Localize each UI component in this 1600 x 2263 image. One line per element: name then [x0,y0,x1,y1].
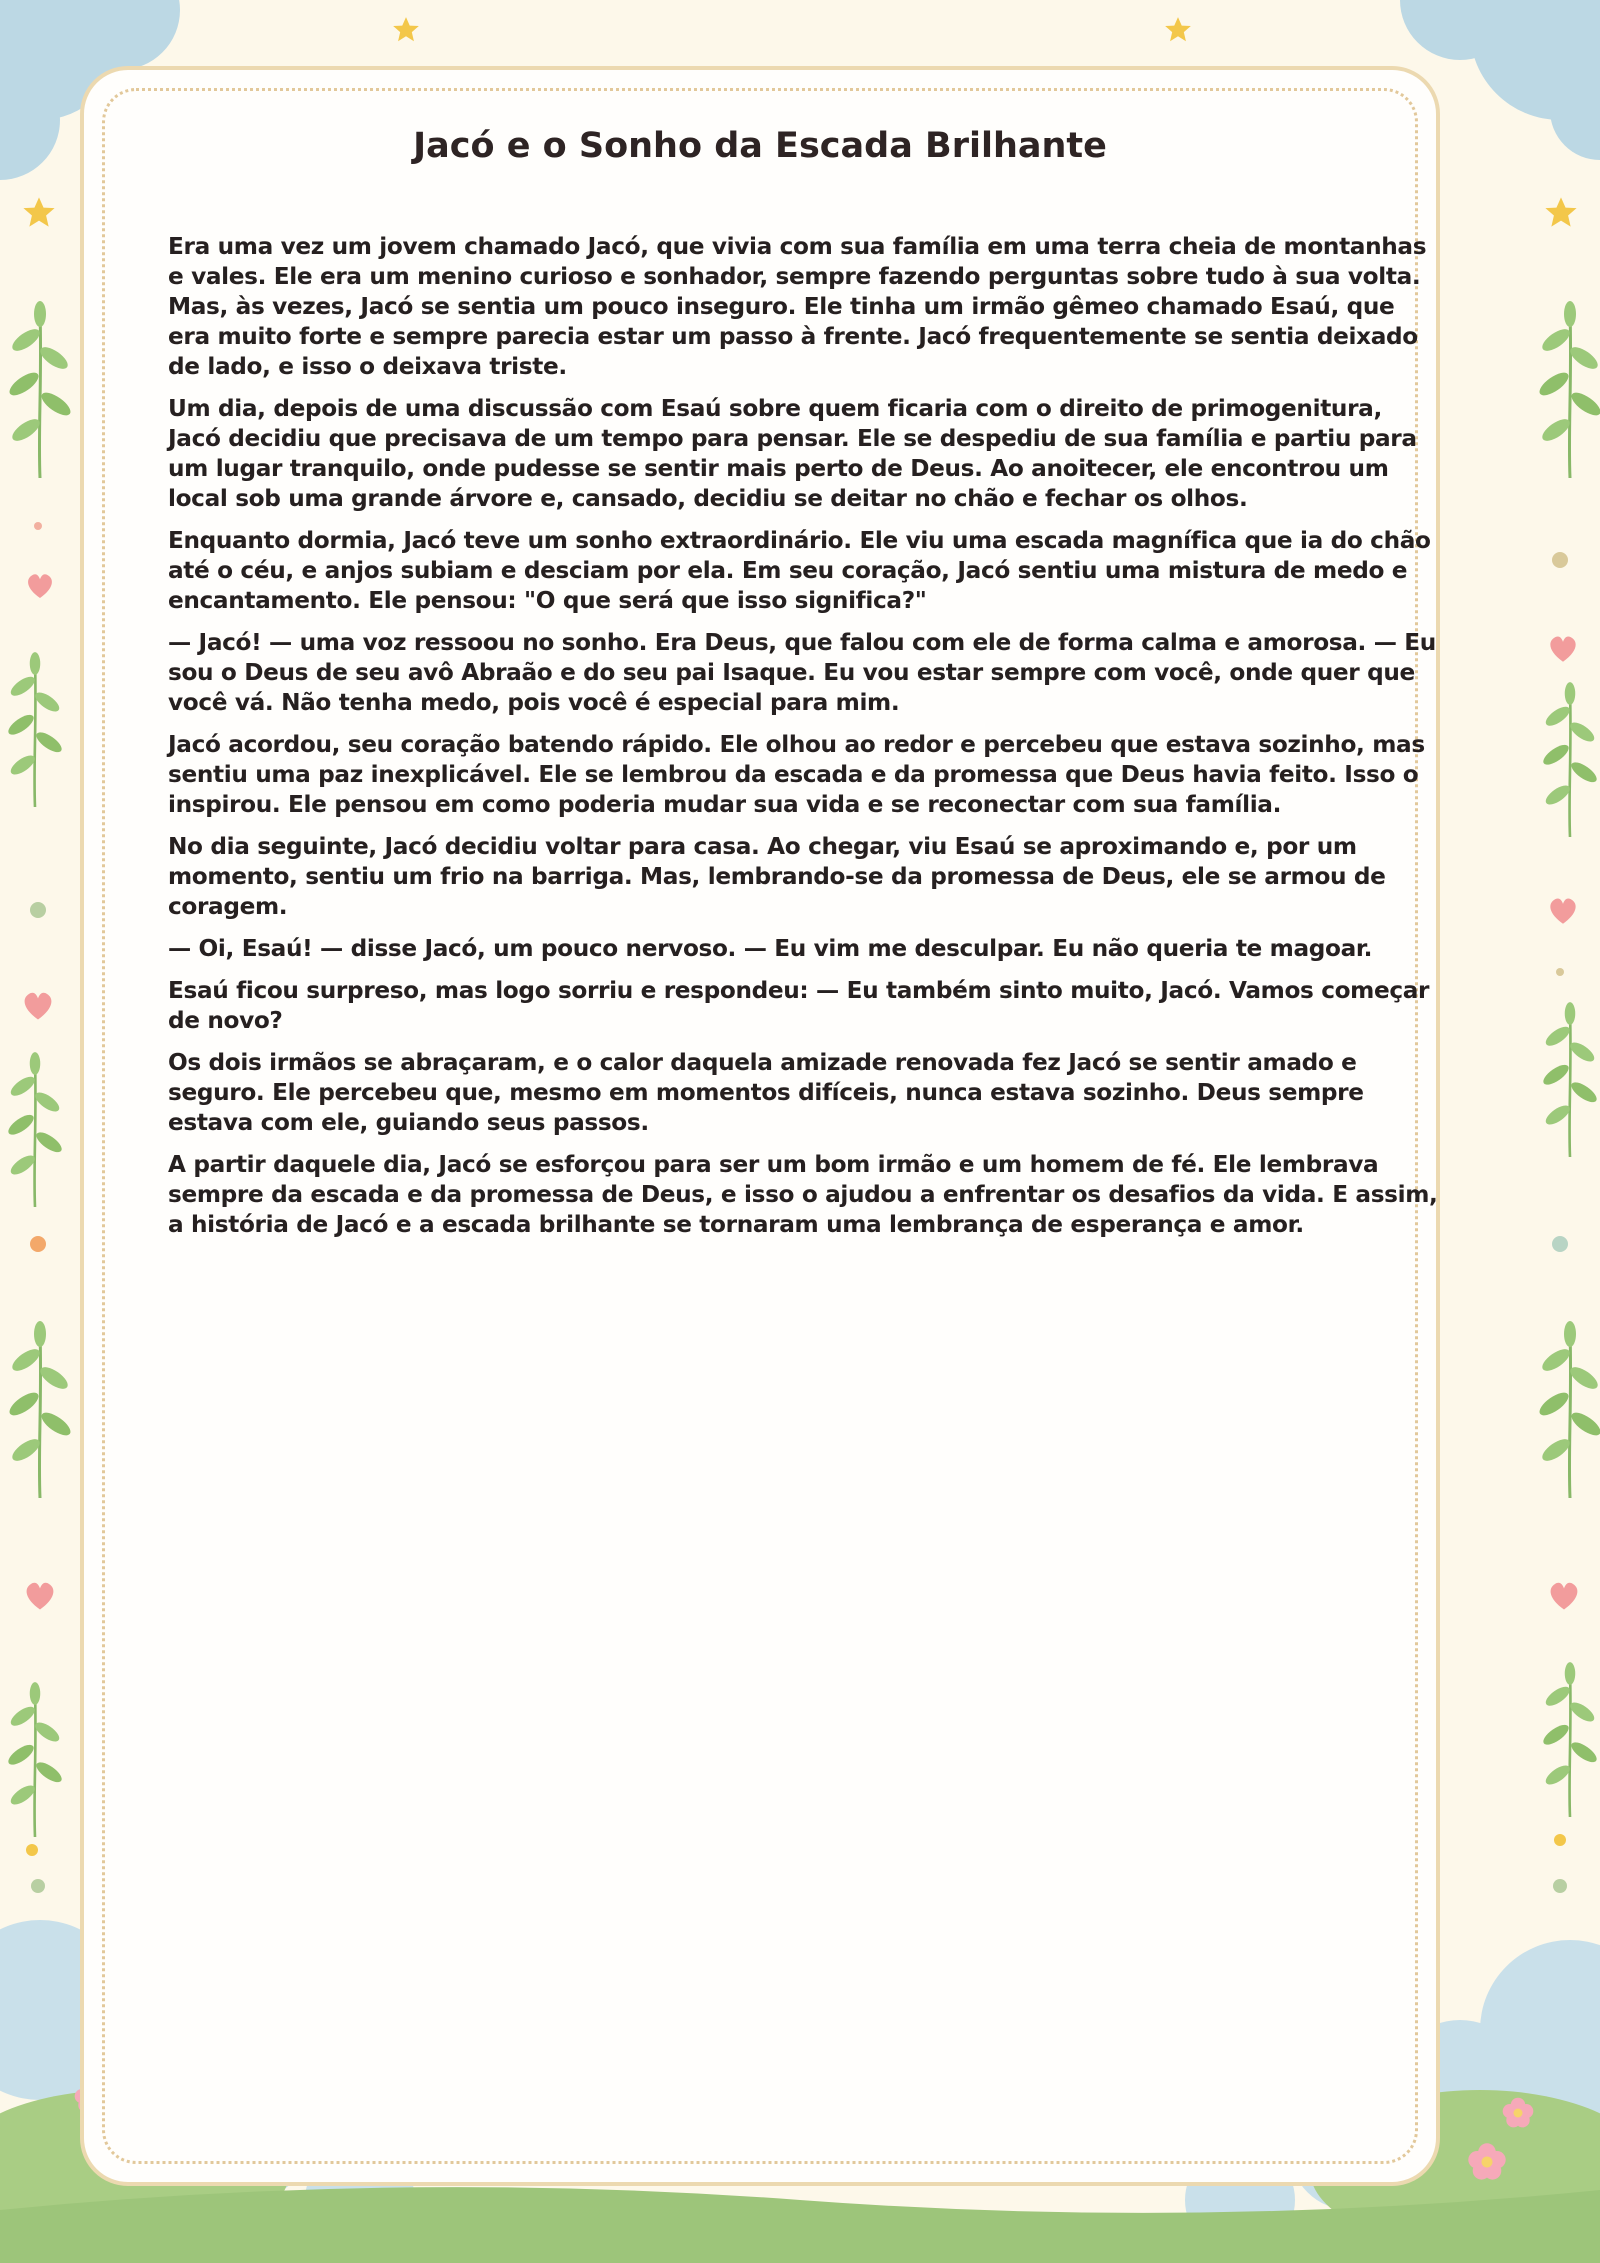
heart-icon [1551,1583,1578,1610]
heart-icon [1550,899,1575,924]
leaf-branch-icon [1540,682,1599,837]
story-paragraph: Jacó acordou, seu coração batendo rápido. Ele olhou ao redor e percebeu que estava sozinho, mas sentiu uma paz inexplicável. Ele se lembrou da escada e da promessa que Deus havia feito. Isso o inspirou. Ele pensou em como poderia mudar sua vida e se reconectar com sua família. [168,731,1425,818]
story-paragraph: — Oi, Esaú! — disse Jacó, um pouco nervoso. — Eu vim me desculpar. Eu não queria te magoar. [168,935,1373,962]
star-icon [23,197,54,226]
story-paragraph: A partir daquele dia, Jacó se esforçou para ser um bom irmão e um homem de fé. Ele lembrava sempre da escada e da promessa de Deus, e isso o ajudou a enfrentar os desafios da vida. E assim, a história de Jacó e a escada brilhante se tornaram uma lembrança de esperança e amor. [168,1151,1438,1238]
story-paragraph: Enquanto dormia, Jacó teve um sonho extraordinário. Ele viu uma escada magnífica que ia do chão até o céu, e anjos subiam e desciam por ela. Em seu coração, Jacó sentiu uma mistura de medo e encantamento. Ele pensou: "O que será que isso significa?" [168,527,1431,614]
heart-icon [25,993,52,1020]
leaf-branch-icon [6,301,74,478]
heart-icon [28,574,52,598]
leaf-branch-icon [1536,301,1600,478]
leaf-branch-icon [5,1052,64,1207]
star-icon [1545,197,1576,226]
heart-icon [27,1583,54,1610]
story-paragraph: No dia seguinte, Jacó decidiu voltar para casa. Ao chegar, viu Esaú se aproximando e, por um momento, sentiu um frio na barriga. Mas, lembrando-se da promessa de Deus, ele se armou de coragem. [168,833,1386,920]
star-icon [1165,17,1191,41]
leaf-branch-icon [1540,1002,1599,1157]
leaf-branch-icon [6,1321,74,1498]
story-paragraph: — Jacó! — uma voz ressoou no sonho. Era Deus, que falou com ele de forma calma e amorosa. — Eu sou o Deus de seu avô Abraão e do seu pai Isaque. Eu vou estar sempre com você, onde quer que você vá. Não tenha medo, pois você é especial para mim. [168,629,1436,716]
story-paragraph: Era uma vez um jovem chamado Jacó, que vivia com sua família em uma terra cheia de montanhas e vales. Ele era um menino curioso e sonhador, sempre fazendo perguntas sobre tudo à sua volta. Mas, às vezes, Jacó se sentia um pouco inseguro. Ele tinha um irmão gêmeo chamado Esaú, que era muito forte e sempre parecia estar um passo à frente. Jacó frequentemente se sentia deixado de lado, e isso o deixava triste. [168,233,1427,380]
story-paragraph: Os dois irmãos se abraçaram, e o calor daquela amizade renovada fez Jacó se sentir amado e seguro. Ele percebeu que, mesmo em momentos difíceis, nunca estava sozinho. Deus sempre estava com ele, guiando seus passos. [168,1049,1364,1136]
story-paragraph: Um dia, depois de uma discussão com Esaú sobre quem ficaria com o direito de primogenitura, Jacó decidiu que precisava de um tempo para pensar. Ele se despediu de sua família e partiu para um lugar tranquilo, onde pudesse se sentir mais perto de Deus. Ao anoitecer, ele encontrou um local sob uma grande árvore e, cansado, decidiu se deitar no chão e fechar os olhos. [168,395,1417,512]
story-paragraph: Esaú ficou surpreso, mas logo sorriu e respondeu: — Eu também sinto muito, Jacó. Vamos começar de novo? [168,977,1430,1034]
leaf-branch-icon [5,1682,64,1837]
heart-icon [1550,637,1575,662]
leaf-branch-icon [1536,1321,1600,1498]
leaf-branch-icon [1540,1662,1599,1817]
star-icon [393,17,419,41]
leaf-branch-icon [5,652,64,807]
page-title: Jacó e o Sonho da Escada Brilhante [413,126,1107,166]
story-body [168,232,1440,1252]
